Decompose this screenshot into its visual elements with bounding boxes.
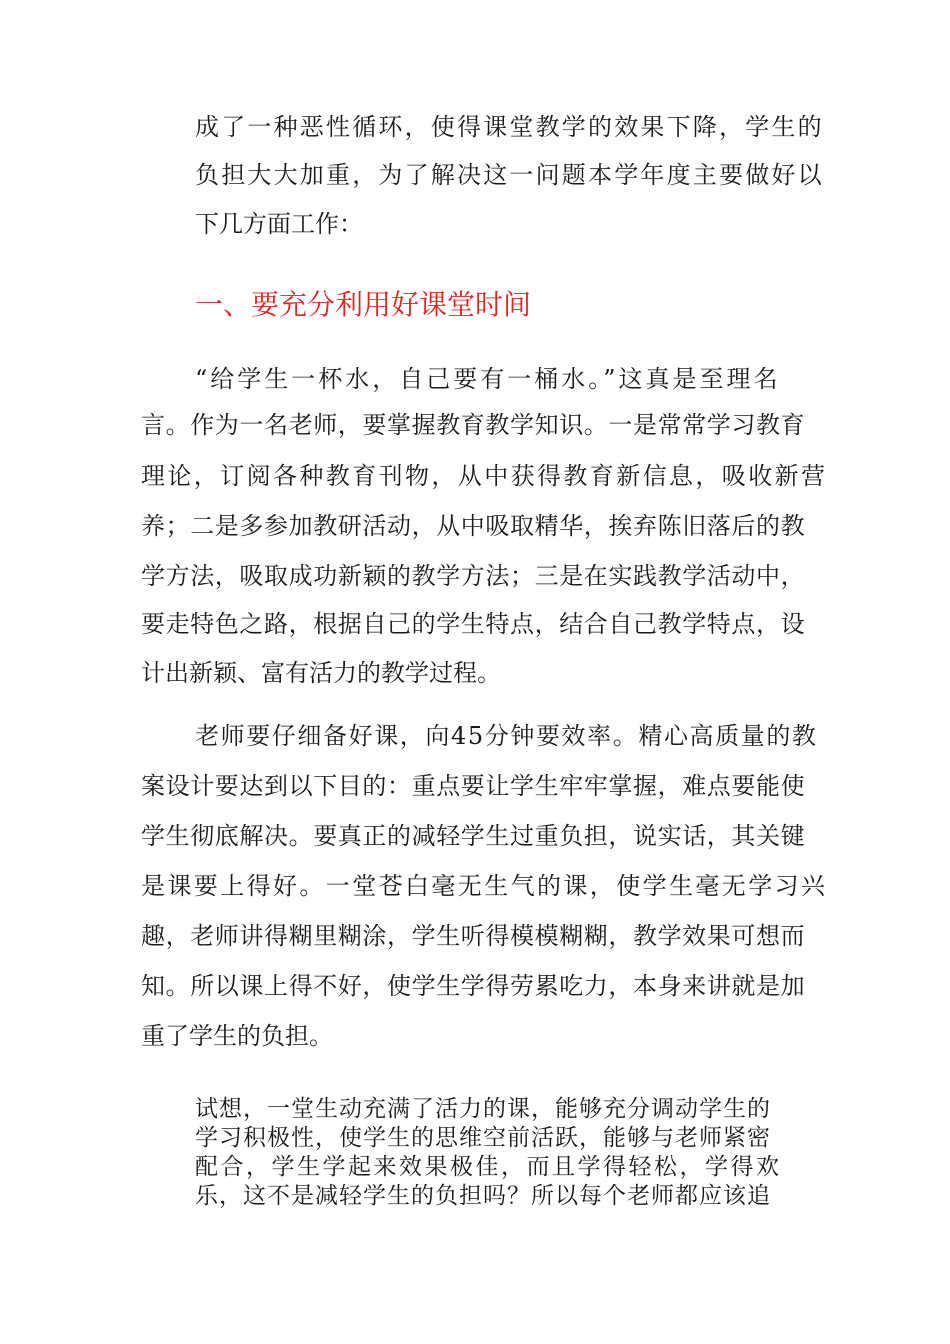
paragraph-3-line-4: 乐，这不是减轻学生的负担吗？所以每个老师都应该追 xyxy=(195,1183,771,1209)
intro-line-3: 下几方面工作： xyxy=(195,210,363,238)
paragraph-1-line-3: 理论，订阅各种教育刊物，从中获得教育新信息，吸收新营 xyxy=(141,462,828,490)
paragraph-2-line-2: 案设计要达到以下目的：重点要让学生牢牢掌握，难点要能使 xyxy=(141,772,806,800)
paragraph-2-line-3: 学生彻底解决。要真正的减轻学生过重负担，说实话，其关键 xyxy=(141,822,806,850)
paragraph-3-line-2: 学习积极性，使学生的思维空前活跃，能够与老师紧密 xyxy=(195,1125,771,1151)
paragraph-3-line-1: 试想，一堂生动充满了活力的课，能够充分调动学生的 xyxy=(195,1096,771,1122)
paragraph-2-line-4: 是课要上得好。一堂苍白毫无生气的课，使学生毫无学习兴 xyxy=(141,872,828,900)
paragraph-1-line-7: 计出新颖、富有活力的教学过程。 xyxy=(141,659,501,687)
paragraph-2-line-6: 知。所以课上得不好，使学生学得劳累吃力，本身来讲就是加 xyxy=(141,972,806,1000)
paragraph-1-line-6: 要走特色之路，根据自己的学生特点，结合自己教学特点，设 xyxy=(141,610,806,638)
paragraph-1-line-2: 言。作为一名老师，要掌握教育教学知识。一是常常学习教育 xyxy=(141,411,806,439)
section-heading: 一、要充分利用好课堂时间 xyxy=(195,288,532,321)
paragraph-1-line-1: “给学生一杯水，自己要有一桶水。”这真是至理名 xyxy=(195,365,781,393)
paragraph-1-line-5: 学方法，吸取成功新颖的教学方法；三是在实践教学活动中， xyxy=(141,562,806,590)
intro-line-1: 成了一种恶性循环，使得课堂教学的效果下降，学生的 xyxy=(195,113,824,141)
paragraph-3-line-3: 配合，学生学起来效果极佳，而且学得轻松，学得欢 xyxy=(195,1154,782,1180)
intro-line-2: 负担大大加重，为了解决这一问题本学年度主要做好以 xyxy=(195,161,824,189)
paragraph-1-line-4: 养；二是多参加教研活动，从中吸取精华，挨弃陈旧落后的教 xyxy=(141,512,806,540)
paragraph-2-line-5: 趣，老师讲得糊里糊涂，学生听得模模糊糊，教学效果可想而 xyxy=(141,922,806,950)
paragraph-2-line-7: 重了学生的负担。 xyxy=(141,1022,333,1050)
paragraph-2-line-1: 老师要仔细备好课，向45分钟要效率。精心高质量的教 xyxy=(195,722,818,750)
